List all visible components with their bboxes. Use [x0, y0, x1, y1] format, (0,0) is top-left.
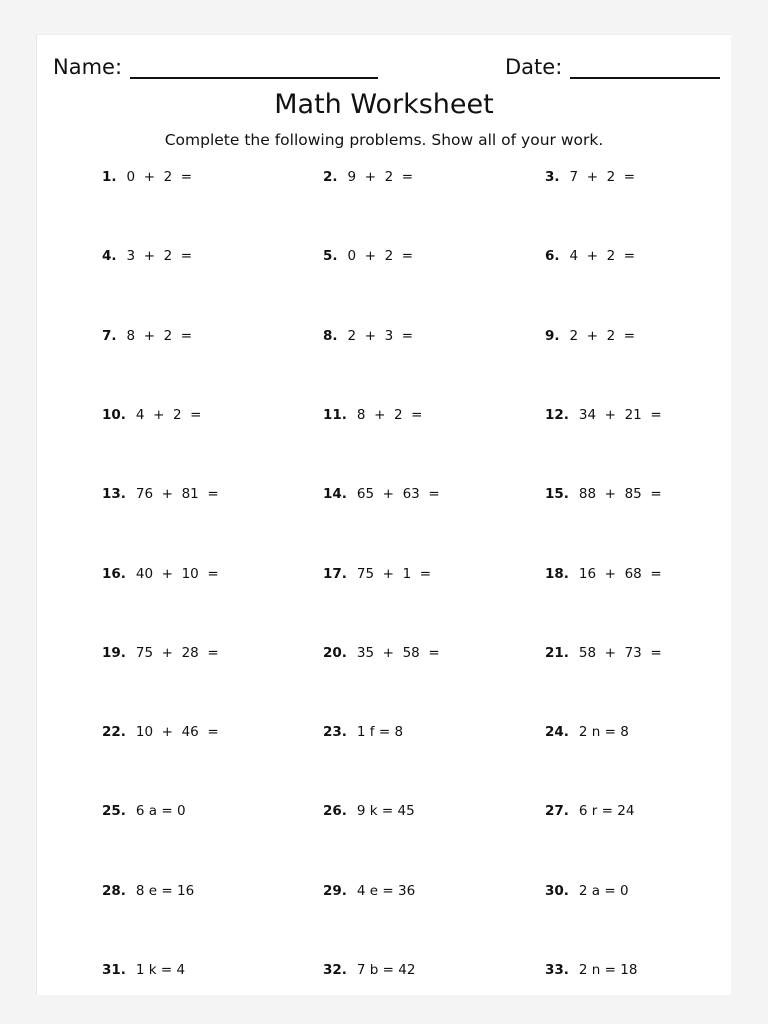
- problem-number: 29.: [323, 882, 347, 899]
- problem-expression: 1 f = 8: [356, 724, 404, 741]
- problem-expression: 58 + 73 =: [578, 644, 662, 661]
- problem-number: 1.: [102, 169, 117, 185]
- problem-number: 19.: [102, 644, 126, 661]
- problem-item: [102, 328, 192, 344]
- problem-number: 9.: [545, 327, 560, 344]
- problem-expression: 2 n = 8: [578, 724, 629, 741]
- problem-item: [102, 486, 219, 502]
- problem-expression: 2 n = 18: [578, 962, 638, 978]
- problem-grid: [37, 165, 731, 985]
- problem-number: 7.: [102, 327, 117, 344]
- problem-expression: 10 + 46 =: [135, 724, 219, 741]
- problem-expression: 88 + 85 =: [578, 486, 662, 503]
- problem-item: [323, 883, 415, 899]
- problem-number: 2.: [323, 169, 338, 185]
- problem-number: 14.: [323, 486, 347, 503]
- problem-number: 15.: [545, 486, 569, 503]
- problem-number: 21.: [545, 644, 569, 661]
- problem-item: [323, 169, 413, 185]
- header-row: [53, 55, 719, 85]
- problem-item: [102, 962, 185, 978]
- problem-expression: 3 + 2 =: [126, 248, 193, 265]
- page-title: Math Worksheet: [274, 89, 494, 120]
- problem-item: [102, 169, 192, 185]
- problem-item: [545, 724, 629, 740]
- problem-expression: 7 + 2 =: [569, 169, 636, 185]
- problem-item: [545, 407, 662, 423]
- problem-number: 20.: [323, 644, 347, 661]
- problem-item: [545, 486, 662, 502]
- problem-expression: 6 r = 24: [578, 803, 635, 820]
- problem-number: 30.: [545, 882, 569, 899]
- problem-item: [545, 169, 635, 185]
- problem-item: [323, 962, 415, 978]
- problem-expression: 35 + 58 =: [356, 644, 440, 661]
- problem-expression: 8 + 2 =: [126, 327, 193, 344]
- problem-item: [102, 883, 194, 899]
- problem-expression: 75 + 1 =: [356, 565, 432, 582]
- problem-item: [102, 566, 219, 582]
- problem-item: [323, 724, 403, 740]
- problem-expression: 0 + 2 =: [347, 248, 414, 265]
- problem-number: 22.: [102, 724, 126, 741]
- problem-number: 3.: [545, 169, 560, 185]
- problem-expression: 65 + 63 =: [356, 486, 440, 503]
- worksheet-page: [36, 34, 731, 995]
- name-field: [53, 55, 378, 79]
- problem-number: 28.: [102, 882, 126, 899]
- problem-item: [545, 328, 635, 344]
- problem-expression: 2 a = 0: [578, 882, 629, 899]
- problem-item: [323, 328, 413, 344]
- problem-number: 18.: [545, 565, 569, 582]
- problem-expression: 9 k = 45: [356, 803, 415, 820]
- problem-expression: 4 e = 36: [356, 882, 416, 899]
- date-blank-line: [570, 55, 720, 79]
- problem-expression: 8 + 2 =: [356, 406, 423, 423]
- problem-item: [323, 486, 440, 502]
- problem-number: 6.: [545, 248, 560, 265]
- problem-item: [323, 566, 431, 582]
- problem-number: 11.: [323, 406, 347, 423]
- problem-item: [323, 407, 422, 423]
- problem-number: 31.: [102, 962, 126, 978]
- problem-number: 26.: [323, 803, 347, 820]
- problem-number: 4.: [102, 248, 117, 265]
- problem-expression: 9 + 2 =: [347, 169, 414, 185]
- problem-expression: 40 + 10 =: [135, 565, 219, 582]
- problem-item: [323, 248, 413, 264]
- problem-item: [102, 645, 219, 661]
- problem-item: [545, 962, 637, 978]
- problem-expression: 16 + 68 =: [578, 565, 662, 582]
- date-label: Date:: [505, 55, 563, 79]
- problem-number: 23.: [323, 724, 347, 741]
- problem-item: [102, 803, 186, 819]
- problem-number: 8.: [323, 327, 338, 344]
- problem-number: 27.: [545, 803, 569, 820]
- name-blank-line: [130, 55, 378, 79]
- problem-number: 16.: [102, 565, 126, 582]
- problem-expression: 6 a = 0: [135, 803, 186, 820]
- date-field: [505, 55, 720, 79]
- problem-item: [545, 883, 629, 899]
- problem-item: [102, 407, 201, 423]
- problem-number: 10.: [102, 406, 126, 423]
- problem-item: [545, 566, 662, 582]
- problem-expression: 75 + 28 =: [135, 644, 219, 661]
- problem-item: [102, 724, 219, 740]
- problem-number: 5.: [323, 248, 338, 265]
- problem-number: 32.: [323, 962, 347, 978]
- problem-number: 17.: [323, 565, 347, 582]
- problem-number: 24.: [545, 724, 569, 741]
- problem-expression: 34 + 21 =: [578, 406, 662, 423]
- problem-expression: 8 e = 16: [135, 882, 195, 899]
- problem-number: 25.: [102, 803, 126, 820]
- problem-item: [545, 645, 662, 661]
- problem-expression: 0 + 2 =: [126, 169, 193, 185]
- problem-expression: 2 + 2 =: [569, 327, 636, 344]
- name-label: Name:: [53, 55, 123, 79]
- problem-item: [323, 803, 415, 819]
- problem-item: [102, 248, 192, 264]
- problem-number: 13.: [102, 486, 126, 503]
- problem-item: [323, 645, 440, 661]
- problem-number: 12.: [545, 406, 569, 423]
- problem-expression: 4 + 2 =: [135, 406, 202, 423]
- problem-number: 33.: [545, 962, 569, 978]
- problem-expression: 2 + 3 =: [347, 327, 414, 344]
- problem-expression: 7 b = 42: [356, 962, 416, 978]
- problem-expression: 1 k = 4: [135, 962, 186, 978]
- problem-expression: 76 + 81 =: [135, 486, 219, 503]
- problem-expression: 4 + 2 =: [569, 248, 636, 265]
- instructions: Complete the following problems. Show all of your work.: [164, 131, 604, 149]
- problem-item: [545, 248, 635, 264]
- problem-item: [545, 803, 634, 819]
